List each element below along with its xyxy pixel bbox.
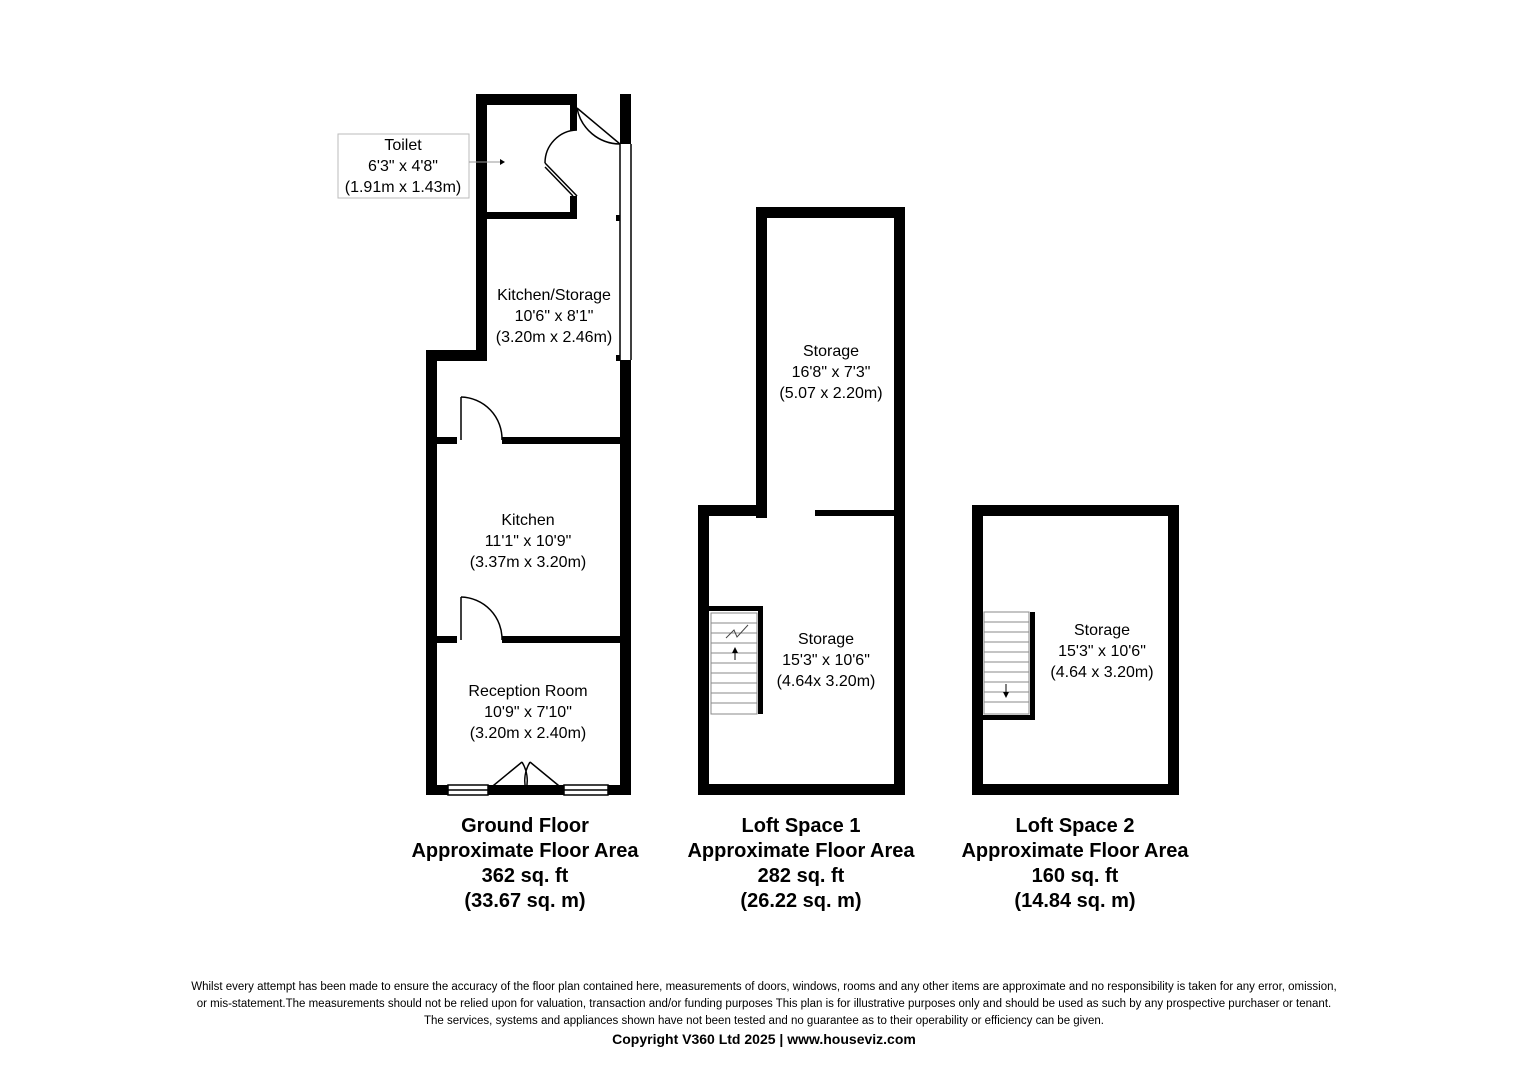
toilet-dims-metric: (1.91m x 1.43m)	[344, 179, 462, 196]
loft-space-1-area-sqft: 282 sq. ft	[757, 865, 845, 887]
disclaimer	[0, 979, 1528, 1049]
ground-floor-thin-lines	[620, 144, 631, 360]
copyright-notice: Copyright V360 Ltd 2025 | www.houseviz.com	[612, 1031, 916, 1047]
reception-room-dims-metric: (3.20m x 2.40m)	[469, 725, 587, 742]
loft1-storage-lower-dims-imperial: 15'3" x 10'6"	[782, 652, 870, 669]
loft2-storage-dims-metric: (4.64 x 3.20m)	[1050, 664, 1154, 681]
ground-floor-plan	[338, 94, 631, 795]
loft1-storage-upper-dims-metric: (5.07 x 2.20m)	[779, 385, 883, 402]
kitchen-dims-metric: (3.37m x 3.20m)	[469, 554, 587, 571]
loft1-storage-lower-name: Storage	[797, 631, 855, 648]
loft2-storage-dims-imperial: 15'3" x 10'6"	[1058, 643, 1146, 660]
loft-space-2-area-caption	[945, 814, 1205, 914]
reception-room-name: Reception Room	[468, 683, 588, 700]
ground-floor-area-caption	[395, 814, 655, 914]
kitchen-dims-imperial: 11'1" x 10'9"	[484, 533, 572, 550]
loft-space-1-area-label: Approximate Floor Area	[687, 840, 915, 862]
loft-space-1-area-caption	[671, 814, 931, 914]
kitchen-storage-dims-metric: (3.20m x 2.46m)	[495, 329, 613, 346]
loft-space-1-title: Loft Space 1	[741, 815, 861, 837]
ground-floor-title: Ground Floor	[461, 815, 589, 837]
ground-floor-area-label: Approximate Floor Area	[411, 840, 639, 862]
kitchen-storage-dims-imperial: 10'6" x 8'1"	[514, 308, 594, 325]
kitchen-name: Kitchen	[501, 512, 555, 529]
loft-space-2-area-label: Approximate Floor Area	[961, 840, 1189, 862]
loft-space-1-area-sqm: (26.22 sq. m)	[740, 890, 862, 912]
loft1-storage-lower-dims-metric: (4.64x 3.20m)	[776, 673, 876, 690]
loft-space-2-title: Loft Space 2	[1015, 815, 1135, 837]
loft-space-2-stairs	[984, 612, 1029, 714]
loft-space-2-area-sqft: 160 sq. ft	[1031, 865, 1119, 887]
loft-space-1-plan	[698, 207, 905, 795]
ground-floor-area-sqm: (33.67 sq. m)	[464, 890, 586, 912]
disclaimer-line-2: or mis-statement.The measurements should not be relied upon for valuation, transaction and/or funding purposes This plan is for illustrative purposes only and should be used as such by any prospective purchaser or tenant.	[196, 998, 1332, 1010]
loft-space-1-walls	[698, 207, 905, 795]
loft1-storage-upper-name: Storage	[802, 343, 860, 360]
disclaimer-line-3: The services, systems and appliances shown have not been tested and no guarantee as to their operability or efficiency can be given.	[424, 1015, 1104, 1027]
loft-space-1-stairs	[711, 613, 757, 714]
kitchen-storage-name: Kitchen/Storage	[497, 287, 611, 304]
loft-space-2-plan	[972, 505, 1179, 795]
disclaimer-line-1: Whilst every attempt has been made to ensure the accuracy of the floor plan contained here, measurements of doors, windows, rooms and any other items are approximate and no responsibility is taken for any error, omission,	[191, 981, 1337, 993]
loft2-storage-name: Storage	[1073, 622, 1131, 639]
reception-room-dims-imperial: 10'9" x 7'10"	[484, 704, 572, 721]
ground-floor-area-sqft: 362 sq. ft	[481, 865, 569, 887]
loft1-storage-upper-dims-imperial: 16'8" x 7'3"	[791, 364, 871, 381]
loft-space-2-area-sqm: (14.84 sq. m)	[1014, 890, 1136, 912]
toilet-dims-imperial: 6'3" x 4'8"	[368, 158, 438, 175]
toilet-name: Toilet	[384, 137, 422, 154]
